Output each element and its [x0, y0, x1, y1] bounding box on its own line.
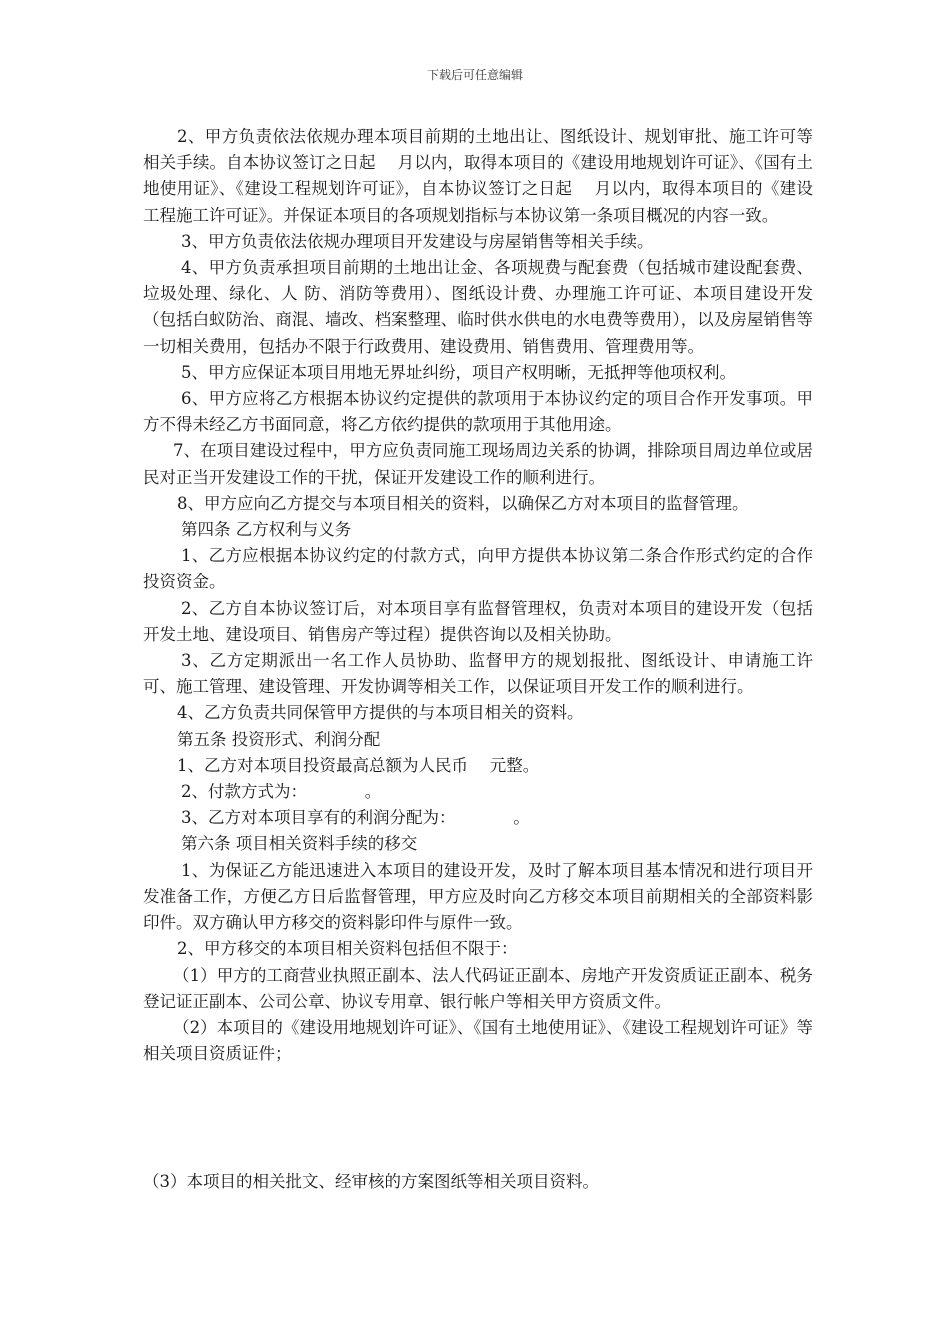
paragraph-clause-4-3: 3、乙方定期派出一名工作人员协助、监督甲方的规划报批、图纸设计、申请施工许可、施工管理、建设管理、开发协调等相关工作，以保证项目开发工作的顺利进行。 — [143, 651, 813, 697]
paragraph-clause-6-1: 1、为保证乙方能迅速进入本项目的建设开发，及时了解本项目基本情况和进行项目开发准备工作，方便乙方日后监督管理，甲方应及时向乙方移交本项目前期相关的全部资料影印件。双方确认甲方移交的资料影印件与原件一致。 — [143, 860, 813, 933]
paragraph-clause-6-2-1: （1）甲方的工商营业执照正副本、法人代码证正副本、房地产开发资质证正副本、税务登记证正副本、公司公章、协议专用章、银行帐户等相关甲方资质文件。 — [143, 965, 813, 1011]
paragraph-clause-6-2: 2、甲方移交的本项目相关资料包括但不限于： — [177, 939, 518, 959]
paragraph-clause-6-2-3: （3）本项目的相关批文、经审核的方案图纸等相关项目资料。 — [143, 1172, 599, 1191]
paragraph-clause-4-1: 1、乙方应根据本协议约定的付款方式，向甲方提供本协议第二条合作形式约定的合作投资资金。 — [143, 546, 813, 592]
paragraph-clause-3-7: 7、在项目建设过程中，甲方应负责同施工现场周边关系的协调，排除项目周边单位或居民对正当开发建设工作的干扰，保证开发建设工作的顺利进行。 — [143, 441, 813, 487]
section-heading-6: 第六条 项目相关资料手续的移交 — [181, 834, 418, 854]
section-heading-5: 第五条 投资形式、利润分配 — [177, 729, 381, 749]
section-heading-4: 第四条 乙方权利与义务 — [181, 520, 352, 540]
paragraph-clause-6-2-2: （2）本项目的《建设用地规划许可证》、《国有土地使用证》、《建设工程规划许可证》等相关项目资质证件； — [143, 1017, 813, 1064]
document-body — [143, 124, 813, 1067]
paragraph-clause-5-2: 2、付款方式为： 。 — [181, 782, 382, 802]
paragraph-clause-3-6: 6、甲方应将乙方根据本协议约定提供的款项用于本协议约定的项目合作开发事项。甲方不得未经乙方书面同意，将乙方依约提供的款项用于其他用途。 — [143, 389, 813, 435]
page-header: 下载后可任意编辑 — [426, 68, 523, 82]
paragraph-clause-3-4: 4、甲方负责承担项目前期的土地出让金、各项规费与配套费（包括城市建设配套费、垃圾处理、绿化、人 防、消防等费用）、图纸设计费、办理施工许可证、本项目建设开发（包括白蚁防治、商混、墙改、档案整理、临时供水供电的水电费等费用），以及房屋销售等一切相关费用，包括办不限于行政费用、建设费用、销售费用、管理费用等。 — [143, 258, 813, 356]
paragraph-clause-3-2: 2、甲方负责依法依规办理本项目前期的土地出让、图纸设计、规划审批、施工许可等相关手续。自本协议签订之日起 月以内，取得本项目的《建设用地规划许可证》、《国有土地使用证》、《建设工程规划许可证》，自本协议签订之日起 月以内，取得本项目的《建设工程施工许可证》。并保证本项目的各项规划指标与本协议第一条项目概况的内容一致。 — [143, 127, 813, 225]
paragraph-clause-3-3: 3、甲方负责依法依规办理项目开发建设与房屋销售等相关手续。 — [181, 231, 654, 251]
paragraph-clause-5-1: 1、乙方对本项目投资最高总额为人民币 元整。 — [177, 755, 540, 775]
paragraph-clause-5-3: 3、乙方对本项目享有的利润分配为： 。 — [181, 808, 530, 828]
paragraph-clause-3-5: 5、甲方应保证本项目用地无界址纠纷，项目产权明晰，无抵押等他项权利。 — [181, 362, 736, 382]
paragraph-clause-4-4: 4、乙方负责共同保管甲方提供的与本项目相关的资料。 — [177, 703, 584, 723]
paragraph-clause-3-8: 8、甲方应向乙方提交与本项目相关的资料，以确保乙方对本项目的监督管理。 — [177, 493, 749, 513]
paragraph-clause-4-2: 2、乙方自本协议签订后，对本项目享有监督管理权，负责对本项目的建设开发（包括开发土地、建设项目、销售房产等过程）提供咨询以及相关协助。 — [143, 598, 813, 644]
